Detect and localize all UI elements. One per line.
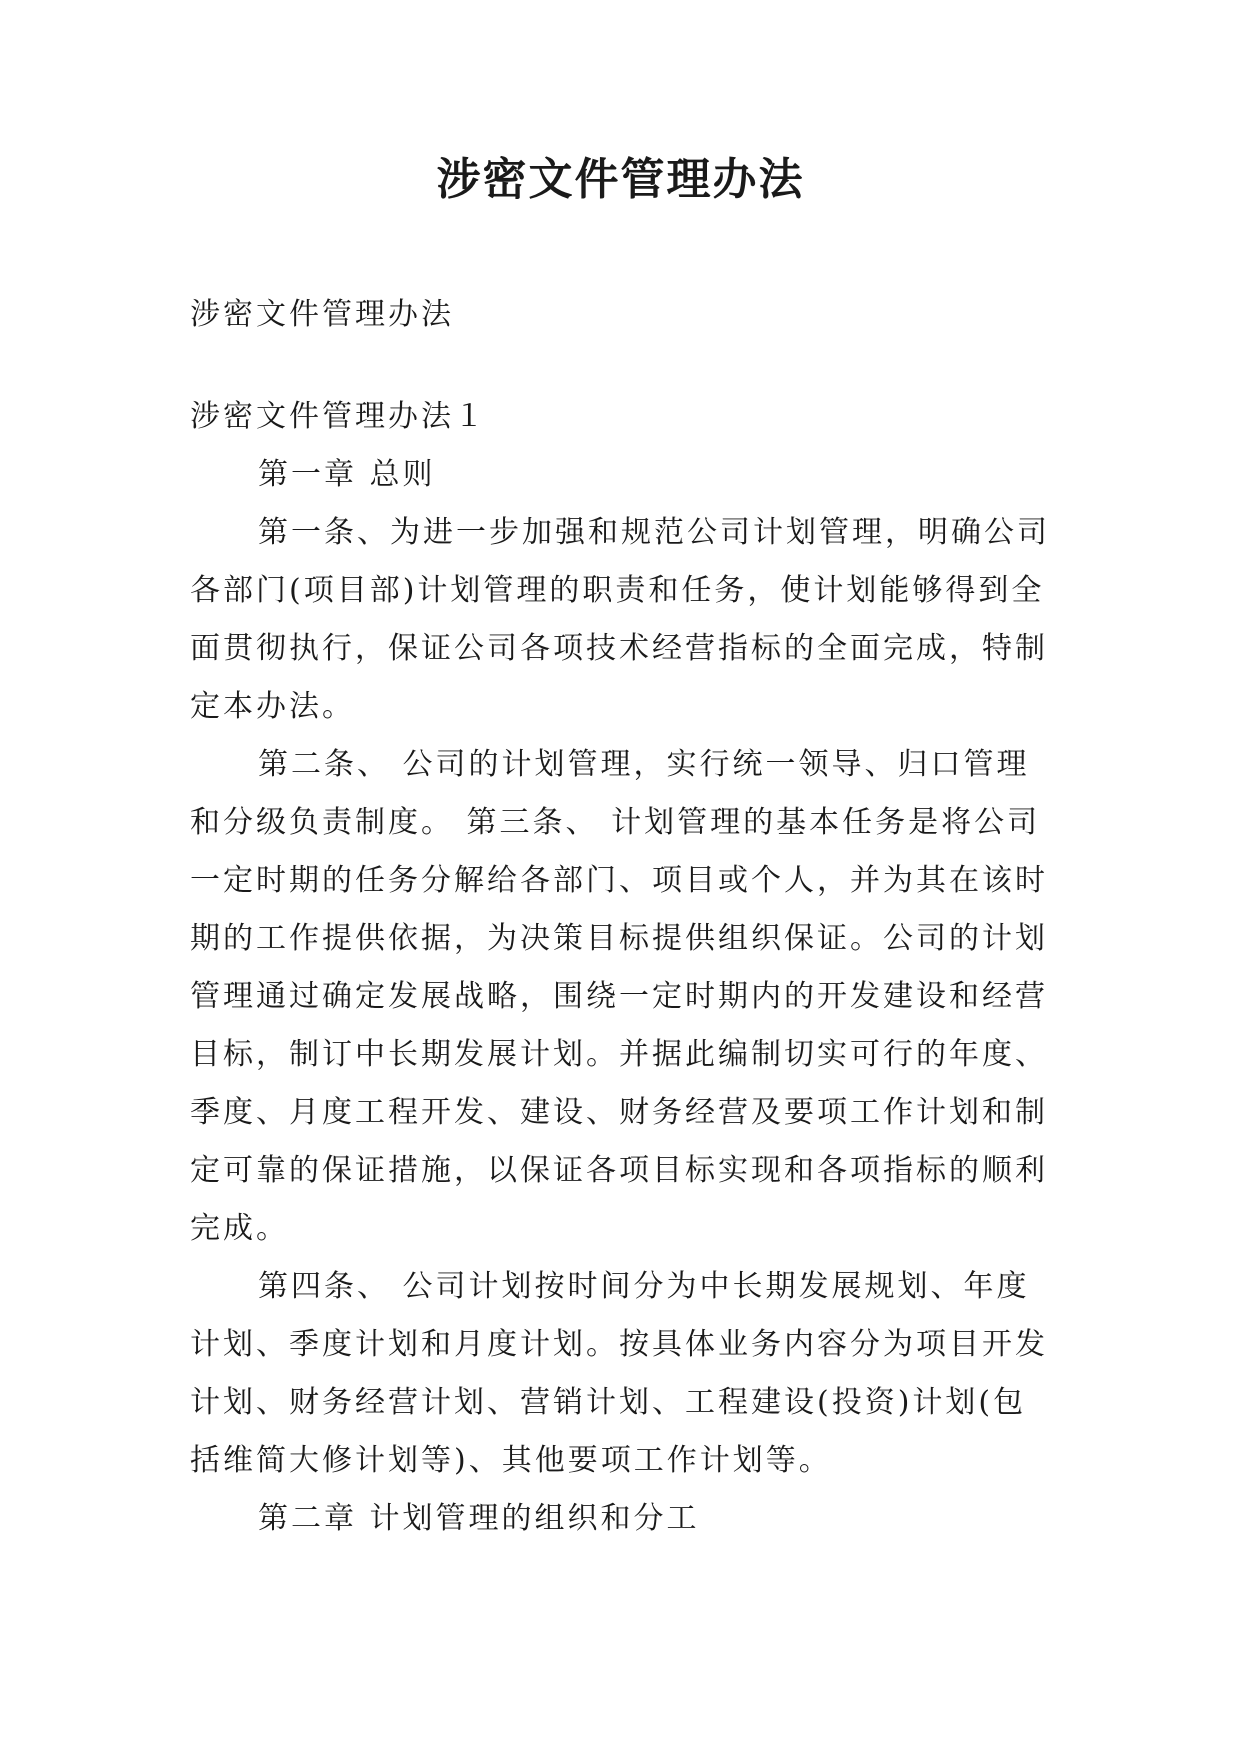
paragraph-line: 季度、月度工程开发、建设、财务经营及要项工作计划和制 bbox=[190, 1095, 1048, 1130]
paragraph-line: 目标，制订中长期发展计划。并据此编制切实可行的年度、 bbox=[190, 1037, 1048, 1072]
paragraph-line: 第二条、 公司的计划管理，实行统一领导、归口管理 bbox=[258, 747, 1030, 782]
paragraph-line: 一定时期的任务分解给各部门、项目或个人，并为其在该时 bbox=[190, 863, 1048, 898]
paragraph-line: 期的工作提供依据，为决策目标提供组织保证。公司的计划 bbox=[190, 921, 1048, 956]
paragraph-line: 管理通过确定发展战略，围绕一定时期内的开发建设和经营 bbox=[190, 979, 1048, 1014]
document-subtitle: 涉密文件管理办法 bbox=[190, 297, 454, 332]
paragraph-line: 定本办法。 bbox=[190, 689, 355, 724]
paragraph-line: 完成。 bbox=[190, 1211, 289, 1246]
paragraph-line: 第二章 计划管理的组织和分工 bbox=[258, 1501, 700, 1536]
document-title: 涉密文件管理办法 bbox=[436, 154, 805, 205]
paragraph-line: 计划、财务经营计划、营销计划、工程建设(投资)计划(包 bbox=[190, 1385, 1027, 1420]
document-body bbox=[190, 286, 1055, 1548]
paragraph-line: 面贯彻执行，保证公司各项技术经营指标的全面完成，特制 bbox=[190, 631, 1048, 666]
paragraph-line: 第一条、为进一步加强和规范公司计划管理，明确公司 bbox=[258, 515, 1050, 550]
paragraph-line: 第四条、 公司计划按时间分为中长期发展规划、年度 bbox=[258, 1269, 1030, 1304]
paragraph-line: 定可靠的保证措施，以保证各项目标实现和各项指标的顺利 bbox=[190, 1153, 1048, 1188]
paragraph-line: 括维简大修计划等)、其他要项工作计划等。 bbox=[190, 1443, 832, 1478]
paragraph-line: 计划、季度计划和月度计划。按具体业务内容分为项目开发 bbox=[190, 1327, 1048, 1362]
spacer bbox=[190, 344, 1055, 388]
paragraph-line: 各部门(项目部)计划管理的职责和任务，使计划能够得到全 bbox=[190, 573, 1045, 608]
paragraph-line: 和分级负责制度。 第三条、 计划管理的基本任务是将公司 bbox=[190, 805, 1041, 840]
paragraph-line: 第一章 总则 bbox=[258, 457, 436, 492]
section-title: 涉密文件管理办法１ bbox=[190, 399, 487, 434]
